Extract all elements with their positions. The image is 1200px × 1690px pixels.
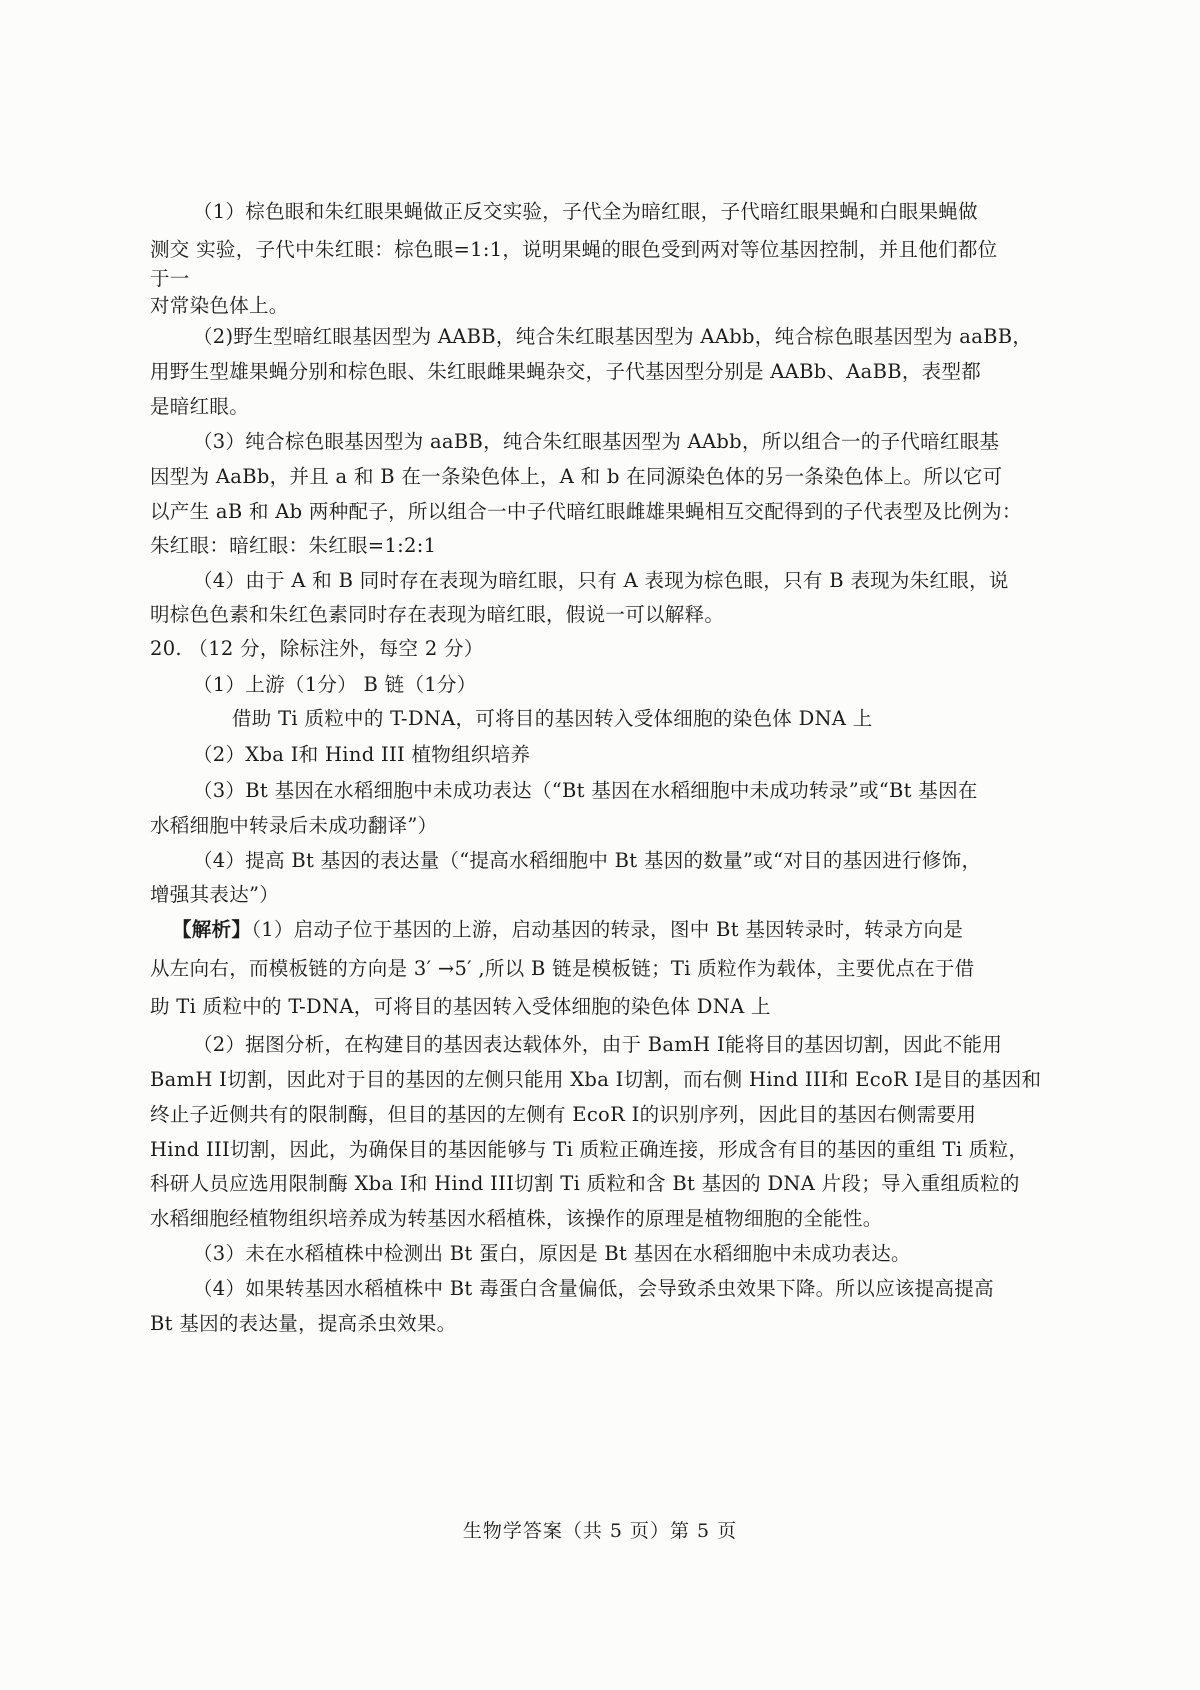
text-line: 是暗红眼。 — [150, 395, 250, 418]
text-line: （3）纯合棕色眼基因型为 aaBB，纯合朱红眼基因型为 AAbb，所以组合一的子代暗红眼基 — [193, 430, 1000, 453]
answer-line: （1）上游（1分） B 链（1分） — [193, 673, 477, 696]
analysis-line: 从左向右，而模板链的方向是 3′ →5′ ,所以 B 链是模板链；Ti 质粒作为载体，主要优点在于借 — [150, 957, 975, 980]
analysis-line — [172, 917, 963, 943]
text-line: 因型为 AaBb，并且 a 和 B 在一条染色体上，A 和 b 在同源染色体的另一条染色体上。所以它可 — [150, 465, 1003, 488]
analysis-line: （2）据图分析，在构建目的基因表达载体外，由于 BamH I能将目的基因切割，因此不能用 — [193, 1033, 1003, 1056]
answer-line: 借助 Ti 质粒中的 T-DNA，可将目的基因转入受体细胞的染色体 DNA 上 — [232, 707, 873, 730]
answer-line: （3）Bt 基因在水稻细胞中未成功表达（“Bt 基因在水稻细胞中未成功转录”或“Bt 基因在 — [193, 779, 978, 802]
analysis-line: Bt 基因的表达量，提高杀虫效果。 — [150, 1312, 457, 1335]
answer-line: （4）提高 Bt 基因的表达量（“提高水稻细胞中 Bt 基因的数量”或“对目的基因进行修饰， — [193, 849, 982, 872]
page-footer: 生物学答案（共 5 页）第 5 页 — [462, 1520, 738, 1542]
text-line: 明棕色色素和朱红色素同时存在表现为暗红眼，假说一可以解释。 — [150, 603, 725, 626]
text-line: （2)野生型暗红眼基因型为 AABB，纯合朱红眼基因型为 AAbb，纯合棕色眼基因型为 aaBB， — [193, 325, 1033, 348]
analysis-line: 助 Ti 质粒中的 T-DNA，可将目的基因转入受体细胞的染色体 DNA 上 — [150, 995, 771, 1018]
analysis-text: （1）启动子位于基因的上游，启动基因的转录，图中 Bt 基因转录时，转录方向是 — [251, 918, 964, 941]
text-line: （1）棕色眼和朱红眼果蝇做正反交实验，子代全为暗红眼，子代暗红眼果蝇和白眼果蝇做 — [193, 200, 978, 223]
text-line: 于一 — [150, 267, 190, 290]
analysis-line: （3）未在水稻植株中检测出 Bt 蛋白，原因是 Bt 基因在水稻细胞中未成功表达。 — [193, 1242, 911, 1265]
text-line: 用野生型雄果蝇分别和棕色眼、朱红眼雌果蝇杂交，子代基因型分别是 AABb、AaBB，表型都 — [150, 360, 982, 383]
answer-line: 增强其表达”） — [150, 883, 280, 906]
analysis-line: Hind III切割，因此，为确保目的基因能够与 Ti 质粒正确连接，形成含有目的基因的重组 Ti 质粒， — [150, 1138, 1029, 1161]
analysis-line: 终止子近侧共有的限制酶，但目的基因的左侧有 EcoR I的识别序列，因此目的基因右侧需要用 — [150, 1103, 977, 1126]
answer-line: （2）Xba I和 Hind III 植物组织培养 — [193, 743, 531, 766]
analysis-line: （4）如果转基因水稻植株中 Bt 毒蛋白含量偏低，会导致杀虫效果下降。所以应该提高提高 — [193, 1277, 994, 1300]
analysis-line: BamH I切割，因此对于目的基因的左侧只能用 Xba I切割，而右侧 Hind III和 EcoR I是目的基因和 — [150, 1068, 1042, 1091]
question-heading: 20. （12 分，除标注外，每空 2 分） — [150, 637, 484, 660]
analysis-line: 科研人员应选用限制酶 Xba I和 Hind III切割 Ti 质粒和含 Bt 基因的 DNA 片段；导入重组质粒的 — [150, 1172, 1020, 1195]
text-line: 测交 实验，子代中朱红眼：棕色眼=1:1，说明果蝇的眼色受到两对等位基因控制，并且他们都位 — [150, 238, 998, 261]
text-line: 朱红眼：暗红眼：朱红眼=1:2:1 — [150, 534, 437, 557]
text-line: （4）由于 A 和 B 同时存在表现为暗红眼，只有 A 表现为棕色眼，只有 B 表现为朱红眼，说 — [193, 569, 1009, 592]
analysis-label: 【解析】 — [172, 918, 252, 941]
answer-line: 水稻细胞中转录后未成功翻译”） — [150, 814, 438, 837]
text-line: 以产生 aB 和 Ab 两种配子，所以组合一中子代暗红眼雌雄果蝇相互交配得到的子代表型及比例为： — [150, 500, 1022, 523]
text-line: 对常染色体上。 — [150, 294, 289, 317]
analysis-line: 水稻细胞经植物组织培养成为转基因水稻植株，该操作的原理是植物细胞的全能性。 — [150, 1207, 883, 1230]
